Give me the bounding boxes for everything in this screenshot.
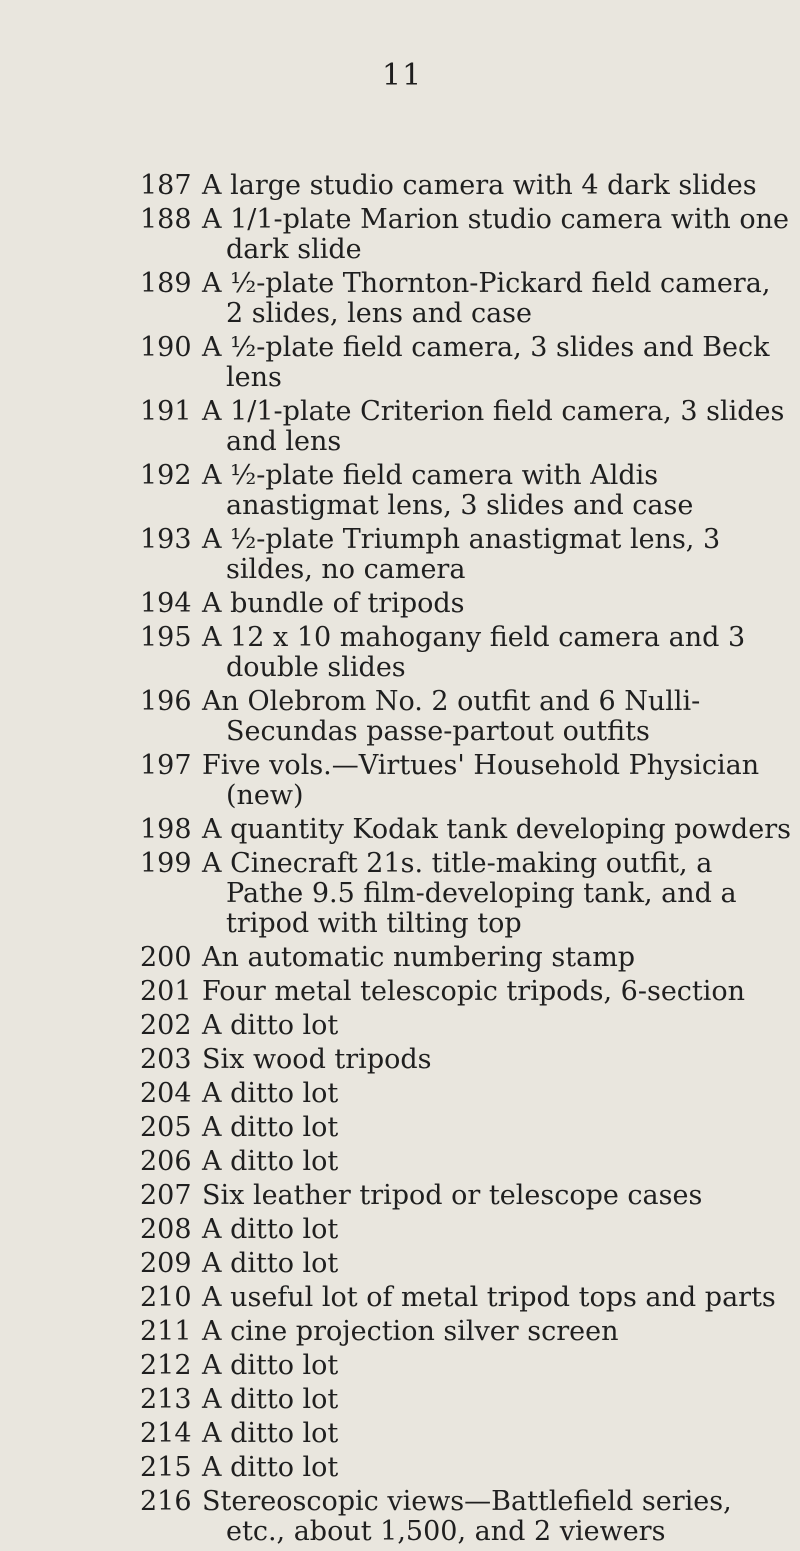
lot-description: A quantity Kodak tank developing powders (202, 814, 791, 845)
lot-number: 214 (140, 1418, 192, 1449)
lot-entry (140, 977, 795, 1007)
lot-entry (140, 589, 795, 619)
lot-number: 194 (140, 588, 192, 619)
lot-description: Six leather tripod or telescope cases (202, 1180, 703, 1211)
lot-entry (140, 1317, 795, 1347)
lot-entry (140, 461, 795, 521)
lot-description: A large studio camera with 4 dark slides (202, 170, 757, 201)
page-number: 11 (382, 58, 423, 93)
lot-entry (140, 687, 795, 747)
lot-number: 200 (140, 942, 192, 973)
lot-description: Six wood tripods (202, 1044, 432, 1075)
lot-number: 208 (140, 1214, 192, 1245)
lot-number: 190 (140, 332, 192, 363)
lot-number: 189 (140, 268, 192, 299)
lot-entry (140, 171, 795, 201)
lot-number: 201 (140, 976, 192, 1007)
lot-entry (140, 623, 795, 683)
lot-entry (140, 849, 795, 939)
lot-number: 213 (140, 1384, 192, 1415)
lot-number: 206 (140, 1146, 192, 1177)
lot-description: A ditto lot (202, 1452, 339, 1483)
lot-description: A 1/1-plate Marion studio camera with one dark slide (202, 204, 790, 265)
lot-number: 188 (140, 204, 192, 235)
lot-number: 211 (140, 1316, 192, 1347)
lot-description: Five vols.—Virtues' Household Physician (new) (202, 750, 760, 811)
lot-number: 192 (140, 460, 192, 491)
lot-entry (140, 333, 795, 393)
lot-entry (140, 1147, 795, 1177)
lot-entry (140, 1011, 795, 1041)
lot-description: A useful lot of metal tripod tops and parts (202, 1282, 776, 1313)
lot-number: 195 (140, 622, 192, 653)
lot-description: A ditto lot (202, 1248, 339, 1279)
lot-entry (140, 205, 795, 265)
lot-number: 203 (140, 1044, 192, 1075)
lot-entry (140, 1079, 795, 1109)
lot-description: A ½-plate Triumph anastigmat lens, 3 sildes, no camera (202, 524, 721, 585)
lot-entry (140, 525, 795, 585)
lot-description: Four metal telescopic tripods, 6-section (202, 976, 746, 1007)
lot-description: Stereoscopic views—Battlefield series, etc., about 1,500, and 2 viewers (202, 1486, 732, 1547)
lot-entry (140, 1487, 795, 1547)
lot-description: A ½-plate Thornton-Pickard field camera, 2 slides, lens and case (202, 268, 771, 329)
lot-description: A ditto lot (202, 1078, 339, 1109)
lot-description: A 12 x 10 mahogany field camera and 3 double slides (202, 622, 746, 683)
lot-entry (140, 269, 795, 329)
lot-number: 187 (140, 170, 192, 201)
lot-entry (140, 1385, 795, 1415)
lot-description: A Cinecraft 21s. title-making outfit, a Pathe 9.5 film-developing tank, and a tripod with tilting top (202, 848, 737, 939)
lot-number: 204 (140, 1078, 192, 1109)
lot-entry (140, 1283, 795, 1313)
lot-description: A ditto lot (202, 1214, 339, 1245)
lot-entry (140, 1249, 795, 1279)
lot-number: 209 (140, 1248, 192, 1279)
lot-description: A ditto lot (202, 1112, 339, 1143)
lot-number: 198 (140, 814, 192, 845)
lot-number: 199 (140, 848, 192, 879)
lot-entry (140, 1215, 795, 1245)
lot-number: 196 (140, 686, 192, 717)
lot-description: A 1/1-plate Criterion field camera, 3 slides and lens (202, 396, 785, 457)
lot-description: An automatic numbering stamp (202, 942, 636, 973)
lot-number: 191 (140, 396, 192, 427)
lot-number: 207 (140, 1180, 192, 1211)
lot-description: A ditto lot (202, 1384, 339, 1415)
lot-number: 202 (140, 1010, 192, 1041)
lot-description: A ditto lot (202, 1418, 339, 1449)
lot-number: 205 (140, 1112, 192, 1143)
lot-description: A ditto lot (202, 1350, 339, 1381)
lot-entry (140, 815, 795, 845)
lot-description: A ½-plate field camera, 3 slides and Beck lens (202, 332, 770, 393)
lot-entry (140, 751, 795, 811)
lot-entry (140, 1045, 795, 1075)
lot-description: A cine projection silver screen (202, 1316, 619, 1347)
lot-number: 215 (140, 1452, 192, 1483)
lot-entry (140, 1113, 795, 1143)
lot-number: 216 (140, 1486, 192, 1517)
lot-description: A bundle of tripods (202, 588, 465, 619)
lot-entry (140, 397, 795, 457)
lot-entry (140, 1351, 795, 1381)
lot-description: An Olebrom No. 2 outfit and 6 Nulli-Secundas passe-partout outfits (202, 686, 701, 747)
lot-number: 193 (140, 524, 192, 555)
lot-number: 210 (140, 1282, 192, 1313)
lot-entry (140, 943, 795, 973)
lot-list (140, 171, 795, 1551)
lot-entry (140, 1453, 795, 1483)
lot-entry (140, 1419, 795, 1449)
lot-description: A ½-plate field camera with Aldis anastigmat lens, 3 slides and case (202, 460, 694, 521)
lot-number: 197 (140, 750, 192, 781)
lot-description: A ditto lot (202, 1146, 339, 1177)
lot-description: A ditto lot (202, 1010, 339, 1041)
lot-number: 212 (140, 1350, 192, 1381)
lot-entry (140, 1181, 795, 1211)
